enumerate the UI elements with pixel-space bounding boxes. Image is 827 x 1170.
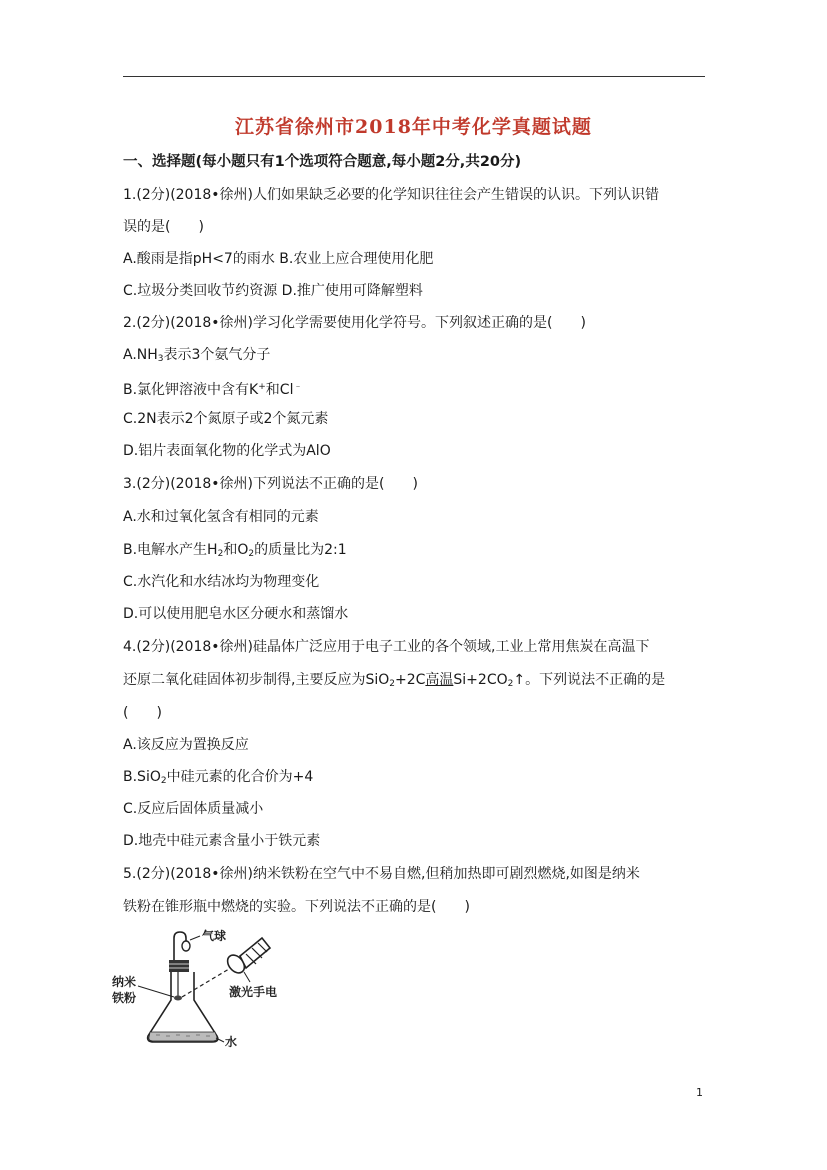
water <box>149 1032 217 1041</box>
text-run: 中硅元素的化合价为+4 <box>166 769 314 785</box>
text-run: 和O <box>223 542 249 558</box>
laser-torch-icon <box>224 938 270 976</box>
label-laser: 激光手电 <box>229 985 278 999</box>
q1-options-cd: C.垃圾分类回收节约资源 D.推广使用可降解塑料 <box>123 283 423 299</box>
subscript: 2 <box>389 679 395 689</box>
section-heading: 一、选择题(每小题只有1个选项符合题意,每小题2分,共20分) <box>123 154 522 170</box>
q1-stem-line1: 1.(2分)(2018•徐州)人们如果缺乏必要的化学知识往往会产生错误的认识。下列认识错 <box>123 187 659 203</box>
balloon-icon <box>182 941 190 951</box>
q1-options-ab: A.酸雨是指pH<7的雨水 B.农业上应合理使用化肥 <box>123 251 434 267</box>
q5-stem-line1: 5.(2分)(2018•徐州)纳米铁粉在空气中不易自燃,但稍加热即可剧烈燃烧,如图是纳米 <box>123 866 640 882</box>
label-nano: 纳米 <box>112 975 137 989</box>
text-run: B.SiO <box>123 769 161 785</box>
label-water: 水 <box>225 1035 238 1049</box>
experiment-figure <box>112 924 302 1054</box>
text-run: A.NH <box>123 347 158 363</box>
q4-option-a: A.该反应为置换反应 <box>123 737 249 753</box>
text-run: B.电解水产生H <box>123 542 218 558</box>
q2-stem: 2.(2分)(2018•徐州)学习化学需要使用化学符号。下列叙述正确的是( ) <box>123 315 586 331</box>
text-run: 和Cl <box>265 382 294 398</box>
superscript: ﹣ <box>293 382 303 392</box>
text-run: ↑。下列说法不正确的是 <box>513 672 666 688</box>
subscript: 2 <box>217 549 224 559</box>
subscript: 2 <box>248 549 255 559</box>
text-run: +2C <box>394 672 426 688</box>
text-run: B.氯化钾溶液中含有K <box>123 382 259 398</box>
header-rule <box>123 76 705 77</box>
reaction-condition: 高温 <box>425 672 454 688</box>
q4-stem-line3: ( ) <box>123 705 162 721</box>
q3-stem: 3.(2分)(2018•徐州)下列说法不正确的是( ) <box>123 476 418 492</box>
superscript: + <box>258 382 266 392</box>
q4-stem-line2 <box>123 670 665 694</box>
subscript: 2 <box>160 776 167 786</box>
q1-stem-line2: 误的是( ) <box>123 219 204 235</box>
q4-option-c: C.反应后固体质量减小 <box>123 801 264 817</box>
text-run: 表示3个氨气分子 <box>163 347 271 363</box>
label-balloon: 气球 <box>202 929 227 943</box>
q4-stem-line1: 4.(2分)(2018•徐州)硅晶体广泛应用于电子工业的各个领域,工业上常用焦炭在高温下 <box>123 639 650 655</box>
q2-option-a <box>123 345 270 369</box>
balloon-leader <box>190 936 200 940</box>
iron-leader <box>138 986 174 997</box>
q3-option-a: A.水和过氧化氢含有相同的元素 <box>123 509 319 525</box>
q3-option-d: D.可以使用肥皂水区分硬水和蒸馏水 <box>123 606 349 622</box>
q4-option-d: D.地壳中硅元素含量小于铁元素 <box>123 833 321 849</box>
q2-option-b <box>123 377 302 400</box>
q3-option-c: C.水汽化和水结冰均为物理变化 <box>123 574 320 590</box>
label-iron: 铁粉 <box>112 991 137 1005</box>
subscript: 2 <box>507 679 514 689</box>
iron-powder <box>174 996 182 1001</box>
q2-option-c: C.2N表示2个氮原子或2个氮元素 <box>123 411 329 427</box>
q3-option-b <box>123 540 347 564</box>
laser-leader <box>244 972 250 982</box>
text-run: Si+2CO <box>453 672 508 688</box>
page-number: 1 <box>696 1086 703 1099</box>
text-run: 还原二氧化硅固体初步制得,主要反应为SiO <box>123 672 390 688</box>
subscript: 3 <box>157 354 164 364</box>
laser-beam <box>182 966 234 997</box>
q5-stem-line2: 铁粉在锥形瓶中燃烧的实验。下列说法不正确的是( ) <box>123 899 470 915</box>
q4-option-b <box>123 767 313 791</box>
page-title: 江苏省徐州市2018年中考化学真题试题 <box>235 116 592 138</box>
text-run: 的质量比为2:1 <box>254 542 347 558</box>
stopper <box>169 960 189 972</box>
q2-option-d: D.铝片表面氧化物的化学式为AlO <box>123 443 331 459</box>
